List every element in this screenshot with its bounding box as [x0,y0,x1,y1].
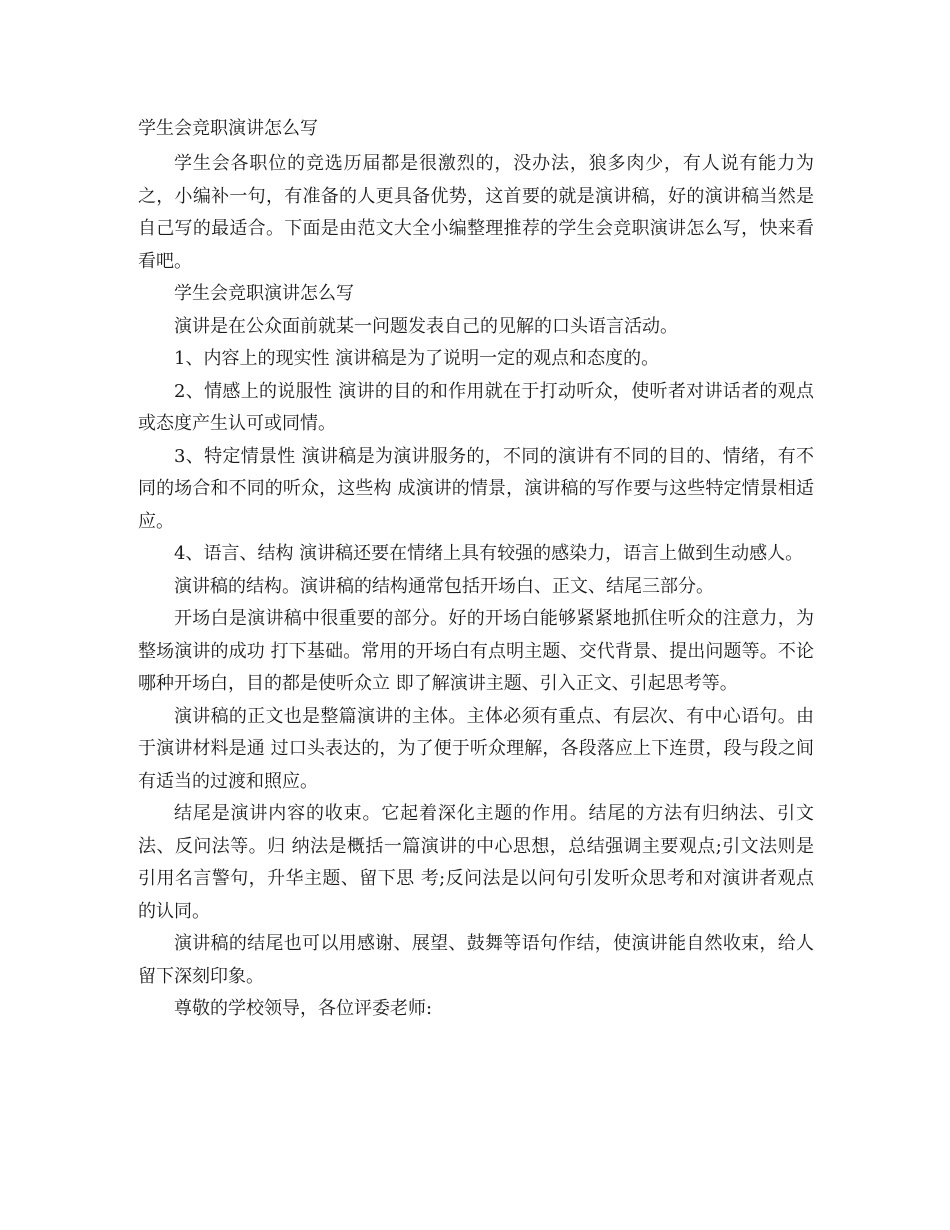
paragraph-subtitle: 学生会竞职演讲怎么写 [174,283,354,304]
paragraph-opening: 开场白是演讲稿中很重要的部分。好的开场白能够紧紧地抓住听众的注意力，为整场演讲的成功 打下基础。常用的开场白有点明主题、交代背景、提出问题等。不论哪种开场白，目的都是使听众立 即了解演讲主题、引入正文、引起思考等。 [138,608,814,694]
paragraph-structure: 演讲稿的结构。演讲稿的结构通常包括开场白、正文、结尾三部分。 [174,575,714,597]
paragraph-salutation: 尊敬的学校领导，各位评委老师: [174,998,433,1019]
paragraph-definition: 演讲是在公众面前就某一问题发表自己的见解的口头语言活动。 [174,315,678,337]
paragraph-point-1: 1、内容上的现实性 演讲稿是为了说明一定的观点和态度的。 [174,348,660,369]
paragraph-point-2: 2、情感上的说服性 演讲的目的和作用就在于打动听众，使听者对讲话者的观点或态度产生认可或同情。 [138,380,814,434]
paragraph-intro: 学生会各职位的竞选历届都是很激烈的，没办法，狼多肉少，有人说有能力为之，小编补一句，有准备的人更具备优势，这首要的就是演讲稿，好的演讲稿当然是自己写的最适合。下面是由范文大全小编整理推荐的学生会竞职演讲怎么写，快来看看吧。 [138,153,814,272]
paragraph-point-3: 3、特定情景性 演讲稿是为演讲服务的，不同的演讲有不同的目的、情绪，有不同的场合和不同的听众，这些构 成演讲的情景，演讲稿的写作要与这些特定情景相适应。 [138,445,814,532]
paragraph-ending: 结尾是演讲内容的收束。它起着深化主题的作用。结尾的方法有归纳法、引文法、反问法等。归 纳法是概括一篇演讲的中心思想，总结强调主要观点;引文法则是引用名言警句，升华主题、留下思 考;反问法是以问句引发听众思考和对演讲者观点的认同。 [138,803,814,922]
document-body [138,116,814,1026]
document-title: 学生会竞职演讲怎么写 [138,118,318,139]
paragraph-body: 演讲稿的正文也是整篇演讲的主体。主体必须有重点、有层次、有中心语句。由于演讲材料是通 过口头表达的，为了便于听众理解，各段落应上下连贯，段与段之间有适当的过渡和照应。 [138,705,814,792]
paragraph-point-4: 4、语言、结构 演讲稿还要在情绪上具有较强的感染力，语言上做到生动感人。 [174,543,804,564]
paragraph-ending-extra: 演讲稿的结尾也可以用感谢、展望、鼓舞等语句作结，使演讲能自然收束，给人留下深刻印象。 [138,933,814,987]
